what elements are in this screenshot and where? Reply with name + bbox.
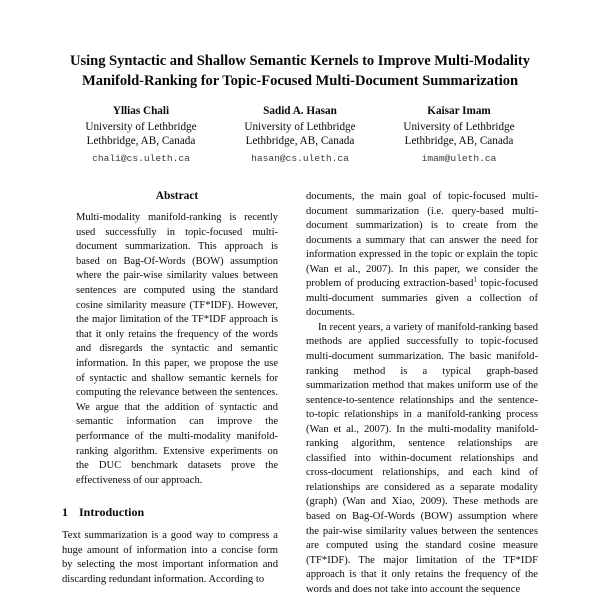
author-name: Kaisar Imam bbox=[427, 105, 491, 117]
right-column bbox=[306, 190, 538, 597]
author-email: hasan@cs.uleth.ca bbox=[251, 152, 349, 164]
author-affiliation-line2: Lethbridge, AB, Canada bbox=[245, 135, 355, 148]
right-paragraph-two: In recent years, a variety of manifold-ranking based methods are applied successfully to topic-focused multi-document summarization. The basic manifold-ranking method is a typical graph-based summarization method that makes uniform use of the sentence-to-sentence relationships and the sentence-to-topic relationships in a manifold-ranking process (Wan et al., 2007). In the multi-modality manifold-ranking algorithm, sentence relationships are classified into within-document relationships and cross-document relationships, and each kind of relationships are considered as a separate modality (graph) (Wan and Xiao, 2009). These methods are based on Bag-Of-Words (BOW) assumption where the pair-wise similarity values between the sentences are computed using the standard cosine measure (TF*IDF). The major limitation of the TF*IDF approach is that it only retains the frequency of the words and does not take into account the sequence bbox=[306, 321, 538, 595]
left-column bbox=[62, 190, 278, 587]
abstract-section bbox=[76, 190, 278, 488]
author-affiliation-line2: Lethbridge, AB, Canada bbox=[404, 135, 514, 148]
author-entry bbox=[221, 104, 379, 166]
introduction-paragraph: Text summarization is a good way to compress a huge amount of information into a concise form by selecting the most important information and discarding redundant information. According to bbox=[62, 530, 278, 585]
author-email: imam@uleth.ca bbox=[421, 152, 497, 164]
footnote-marker: 1 bbox=[473, 275, 477, 284]
author-affiliation-line1: University of Lethbridge bbox=[85, 120, 197, 133]
title-line-2: Manifold-Ranking for Topic-Focused Multi-Document Summarization bbox=[81, 72, 519, 89]
right-paragraph-continuation bbox=[306, 190, 538, 321]
section-number: 1 bbox=[62, 505, 68, 520]
abstract-text: Multi-modality manifold-ranking is recently used successfully in topic-focused multi-document summarization. This approach is based on Bag-Of-Words (BOW) assumption where the pair-wise similarity values between sentences are computed using the standard cosine similarity measure (TF*IDF). However, the major limitation of the TF*IDF approach is that it only retains the frequency of the words and disregards the syntactic and semantic information. In this paper, we propose the use of syntactic and shallow semantic kernels for computing the relevance between the sentences. We argue that the addition of syntactic and semantic information can improve the performance of the multi-modality manifold-ranking algorithm. Extensive experiments on the DUC benchmark datasets prove the effectiveness of our approach. bbox=[76, 212, 278, 486]
author-name: Sadid A. Hasan bbox=[263, 105, 337, 117]
title-line-1: Using Syntactic and Shallow Semantic Kernels to Improve Multi-Modality bbox=[70, 53, 530, 69]
author-name: Yllias Chali bbox=[112, 105, 170, 117]
paper-title bbox=[62, 52, 538, 91]
author-affiliation-line1: University of Lethbridge bbox=[403, 120, 515, 133]
paragraph-body: documents, the main goal of topic-focused multi-document summarization (i.e. query-based multi-document summarization) is to create from the documents a summary that can answer the need for information expressed in the topic or explain the topic (Wan et al., 2007). In this paper, we consider the problem of producing extraction-based bbox=[306, 191, 538, 290]
abstract-heading: Abstract bbox=[155, 190, 199, 202]
section-heading-introduction bbox=[62, 505, 278, 520]
author-entry bbox=[380, 104, 538, 166]
author-entry bbox=[62, 104, 220, 166]
author-affiliation-line2: Lethbridge, AB, Canada bbox=[86, 135, 196, 148]
author-affiliation-line1: University of Lethbridge bbox=[244, 120, 356, 133]
paragraph-body-tail: topic-focused multi-document summaries given a collection of documents. bbox=[306, 278, 538, 319]
author-email: chali@cs.uleth.ca bbox=[92, 152, 190, 164]
author-block bbox=[62, 104, 538, 166]
section-title: Introduction bbox=[79, 505, 145, 520]
